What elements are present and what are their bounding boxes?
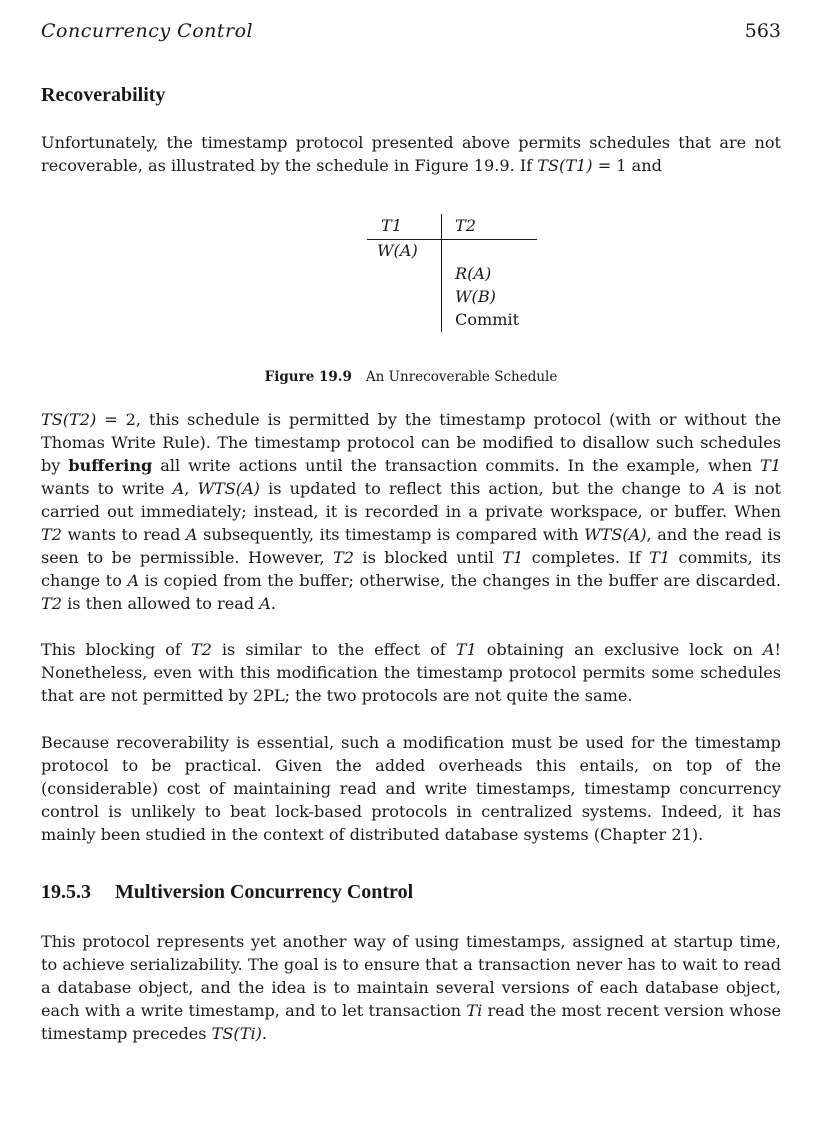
subheading-recoverability: Recoverability (41, 84, 166, 106)
table-header-t1: T1 (381, 216, 402, 235)
figure-caption (41, 369, 781, 385)
figure-title: An Unrecoverable Schedule (365, 369, 558, 385)
schedule-table (367, 214, 537, 334)
term-buffering: buffering (68, 456, 153, 475)
table-column-divider (441, 214, 442, 332)
section-heading (41, 881, 413, 904)
multiversion-paragraph: This protocol represents yet another way of using timestamps, assigned at startup time, to achieve serializability. The goal is to ensure that a transaction never has to wait to read a database object, and the idea is to maintain several versions of each database object, each with a write timestamp, and to let transaction Ti read the most recent version whose timestamp precedes TS(Ti). (41, 932, 781, 1043)
figure-label: Figure 19.9 (264, 369, 352, 385)
table-cell-op: W(B) (455, 287, 496, 306)
table-header-t2: T2 (455, 216, 476, 235)
section-number: 19.5.3 (41, 881, 91, 903)
running-head-title: Concurrency Control (41, 20, 254, 42)
table-cell-op: Commit (455, 310, 520, 329)
blocking-paragraph: This blocking of T2 is similar to the effect of T1 obtaining an exclusive lock on A! Nonetheless, even with this modification the timestamp protocol permits some schedules that are not permitted by 2PL; the two protocols are not quite the same. (41, 640, 782, 705)
running-head (41, 20, 781, 42)
recoverability-essential-paragraph: Because recoverability is essential, such a modification must be used for the timestamp protocol to be practical. Given the added overheads this entails, on top of the (considerable) cost of maintaining read and write timestamps, timestamp concurrency control is unlikely to beat lock-based protocols in centralized systems. Indeed, it has mainly been studied in the context of distributed database systems (Chapter 21). (41, 733, 781, 844)
table-cell-op: R(A) (455, 264, 492, 283)
section-title: Multiversion Concurrency Control (115, 881, 414, 903)
intro-paragraph: Unfortunately, the timestamp protocol presented above permits schedules that are not recoverable, as illustrated by the schedule in Figure 19.9. If TS(T1) = 1 and (41, 133, 781, 175)
table-cell-op: W(A) (377, 241, 418, 260)
buffering-paragraph: TS(T2) = 2, this schedule is permitted by the timestamp protocol (with or without the Thomas Write Rule). The timestamp protocol can be modified to disallow such schedules by buffering all write actions until the transaction commits. In the example, when T1 wants to write A, WTS(A) is updated to reflect this action, but the change to A is not carried out immediately; instead, it is recorded in a private workspace, or buffer. When T2 wants to read A subsequently, its timestamp is compared with WTS(A), and the read is seen to be permissible. However, T2 is blocked until T1 completes. If T1 commits, its change to A is copied from the buffer; otherwise, the changes in the buffer are discarded. T2 is then allowed to read A. (41, 410, 782, 613)
page-number: 563 (744, 20, 781, 42)
